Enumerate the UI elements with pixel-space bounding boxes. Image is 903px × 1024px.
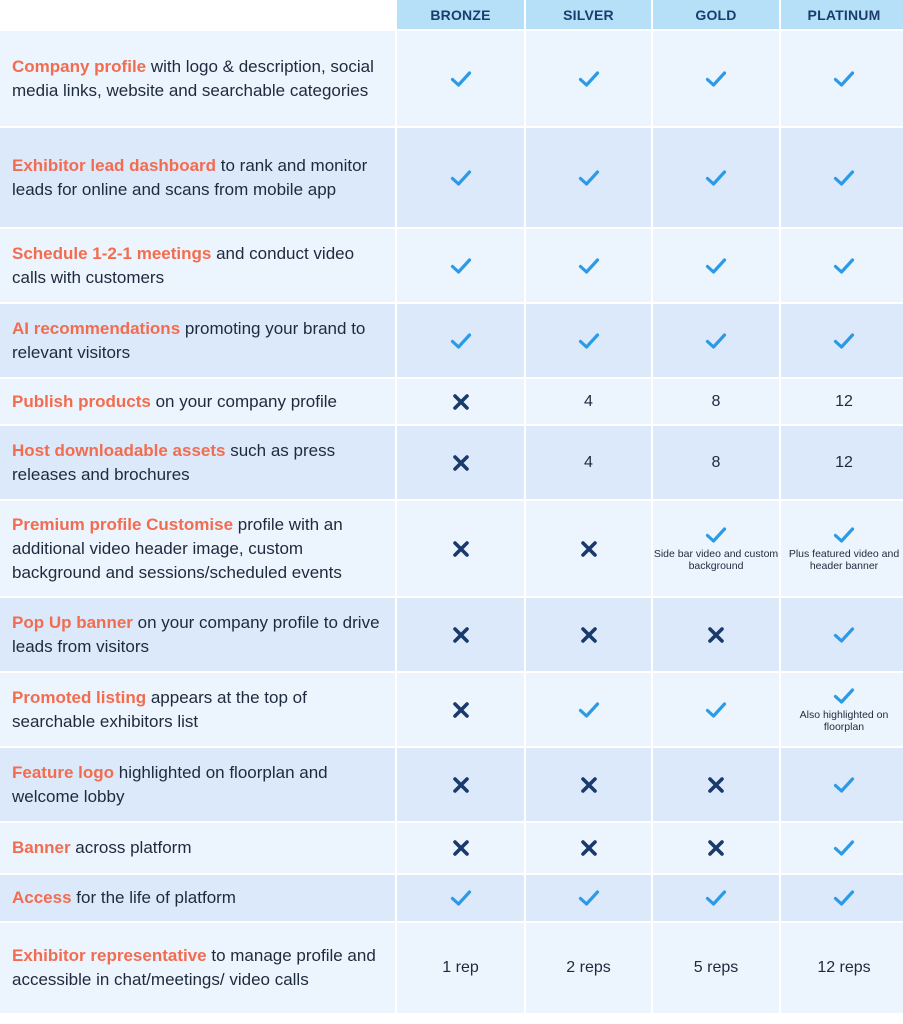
check-icon xyxy=(833,889,855,907)
check-icon xyxy=(833,70,855,88)
check-icon xyxy=(833,687,855,705)
cell-platinum xyxy=(781,501,903,596)
feature-highlight: Company profile xyxy=(12,56,147,76)
feature-text xyxy=(12,513,385,585)
cell-bronze xyxy=(397,673,524,746)
cell-platinum xyxy=(781,875,903,921)
cell-platinum xyxy=(781,379,903,424)
feature-highlight: Exhibitor lead dashboard xyxy=(12,155,217,175)
feature-text xyxy=(12,761,385,809)
cell-bronze xyxy=(397,748,524,821)
feature-detail: on your company profile xyxy=(150,391,337,411)
feature-description xyxy=(0,823,395,873)
check-icon xyxy=(705,257,727,275)
cell-gold xyxy=(653,379,779,424)
feature-detail: and conduct video calls with customers xyxy=(12,243,355,287)
cell-platinum xyxy=(781,823,903,873)
cell-gold xyxy=(653,598,779,671)
cell-silver xyxy=(526,673,651,746)
feature-description xyxy=(0,501,395,596)
cell-silver xyxy=(526,748,651,821)
cell-platinum xyxy=(781,31,903,126)
cell-silver xyxy=(526,426,651,499)
cell-value: 4 xyxy=(584,453,593,471)
cross-icon xyxy=(580,776,598,794)
check-icon xyxy=(833,332,855,350)
feature-highlight: Premium profile Customise xyxy=(12,514,234,534)
cell-gold xyxy=(653,229,779,302)
cross-icon xyxy=(452,540,470,558)
feature-detail: with logo & description, social media links, website and searchable categories xyxy=(12,56,374,100)
feature-detail: highlighted on floorplan and welcome lobby xyxy=(12,762,328,806)
check-icon xyxy=(833,257,855,275)
cell-bronze xyxy=(397,875,524,921)
cell-note: Plus featured video and header banner xyxy=(788,547,900,572)
cell-platinum xyxy=(781,748,903,821)
cross-icon xyxy=(452,839,470,857)
cell-bronze xyxy=(397,426,524,499)
feature-text xyxy=(12,886,236,910)
feature-description xyxy=(0,128,395,227)
cell-platinum xyxy=(781,304,903,377)
check-icon xyxy=(578,169,600,187)
feature-text xyxy=(12,242,385,290)
feature-detail: appears at the top of searchable exhibitors list xyxy=(12,687,307,731)
cell-value: 5 reps xyxy=(693,959,739,976)
check-icon xyxy=(705,169,727,187)
feature-detail: to manage profile and accessible in chat/meetings/ video calls xyxy=(12,946,376,989)
feature-text xyxy=(12,686,385,734)
cell-bronze xyxy=(397,128,524,227)
cell-gold xyxy=(653,128,779,227)
check-icon xyxy=(578,701,600,719)
cell-gold xyxy=(653,875,779,921)
cell-silver xyxy=(526,598,651,671)
check-icon xyxy=(450,257,472,275)
check-icon xyxy=(450,889,472,907)
cell-silver xyxy=(526,875,651,921)
feature-highlight: Feature logo xyxy=(12,762,115,782)
check-icon xyxy=(578,889,600,907)
feature-highlight: Banner xyxy=(12,838,71,857)
feature-description xyxy=(0,875,395,921)
feature-highlight: Access xyxy=(12,888,72,907)
cell-bronze xyxy=(397,379,524,424)
column-header-platinum: PLATINUM xyxy=(781,0,903,29)
cross-icon xyxy=(452,701,470,719)
feature-text xyxy=(12,390,337,414)
cell-gold xyxy=(653,923,779,1013)
cell-platinum xyxy=(781,673,903,746)
cross-icon xyxy=(452,393,470,411)
feature-text xyxy=(12,55,385,103)
feature-highlight: Host downloadable assets xyxy=(12,440,226,460)
feature-description xyxy=(0,598,395,671)
cross-icon xyxy=(707,776,725,794)
cell-platinum xyxy=(781,128,903,227)
feature-highlight: Promoted listing xyxy=(12,687,147,707)
cross-icon xyxy=(707,839,725,857)
column-header-bronze: BRONZE xyxy=(397,0,524,29)
feature-highlight: Schedule 1-2-1 meetings xyxy=(12,243,212,263)
cell-platinum xyxy=(781,426,903,499)
column-header-gold: GOLD xyxy=(653,0,779,29)
feature-highlight: Exhibitor representative xyxy=(12,946,207,965)
check-icon xyxy=(705,526,727,544)
cell-gold xyxy=(653,748,779,821)
feature-detail: across platform xyxy=(70,838,192,857)
cell-value: 12 xyxy=(835,453,853,471)
check-icon xyxy=(705,332,727,350)
cell-value: 4 xyxy=(584,392,593,410)
feature-description xyxy=(0,379,395,424)
cell-silver xyxy=(526,923,651,1013)
feature-text xyxy=(12,836,192,860)
header-blank xyxy=(0,0,395,29)
cross-icon xyxy=(580,626,598,644)
cell-note: Also highlighted on floorplan xyxy=(799,708,889,733)
cell-gold xyxy=(653,304,779,377)
cell-bronze xyxy=(397,598,524,671)
cell-value: 8 xyxy=(711,392,721,410)
cell-value: 12 xyxy=(835,392,853,410)
feature-detail: for the life of platform xyxy=(71,888,236,907)
check-icon xyxy=(833,526,855,544)
feature-highlight: AI recommendations xyxy=(12,318,181,338)
cell-bronze xyxy=(397,304,524,377)
cell-silver xyxy=(526,379,651,424)
cell-silver xyxy=(526,823,651,873)
check-icon xyxy=(833,169,855,187)
cross-icon xyxy=(452,776,470,794)
feature-text xyxy=(12,317,385,365)
check-icon xyxy=(833,776,855,794)
feature-description xyxy=(0,673,395,746)
check-icon xyxy=(450,70,472,88)
column-header-silver: SILVER xyxy=(526,0,651,29)
cell-platinum xyxy=(781,598,903,671)
feature-description xyxy=(0,31,395,126)
feature-text xyxy=(12,439,385,487)
check-icon xyxy=(578,332,600,350)
cell-value: 2 reps xyxy=(566,959,611,976)
feature-description xyxy=(0,229,395,302)
cross-icon xyxy=(580,540,598,558)
check-icon xyxy=(705,889,727,907)
feature-detail: to rank and monitor leads for online and scans from mobile app xyxy=(12,155,368,199)
cell-platinum xyxy=(781,229,903,302)
cell-gold xyxy=(653,673,779,746)
feature-detail: on your company profile to drive leads from visitors xyxy=(12,612,380,656)
cross-icon xyxy=(707,626,725,644)
cell-note: Side bar video and custom background xyxy=(653,547,779,572)
check-icon xyxy=(578,70,600,88)
cell-value: 8 xyxy=(711,453,721,471)
cell-gold xyxy=(653,823,779,873)
check-icon xyxy=(450,332,472,350)
cell-gold xyxy=(653,31,779,126)
check-icon xyxy=(450,169,472,187)
feature-text xyxy=(12,944,385,992)
cell-value: 1 rep xyxy=(442,959,479,976)
feature-description xyxy=(0,923,395,1013)
check-icon xyxy=(833,839,855,857)
cell-silver xyxy=(526,229,651,302)
cross-icon xyxy=(452,626,470,644)
feature-description xyxy=(0,304,395,377)
check-icon xyxy=(705,70,727,88)
feature-text xyxy=(12,154,385,202)
cell-gold xyxy=(653,501,779,596)
feature-detail: such as press releases and brochures xyxy=(12,440,336,484)
feature-highlight: Pop Up banner xyxy=(12,612,133,632)
feature-text xyxy=(12,611,385,659)
check-icon xyxy=(705,701,727,719)
cell-bronze xyxy=(397,229,524,302)
feature-description xyxy=(0,426,395,499)
feature-detail: profile with an additional video header image, custom background and sessions/scheduled events xyxy=(12,514,343,582)
cell-bronze xyxy=(397,923,524,1013)
cell-gold xyxy=(653,426,779,499)
cell-platinum xyxy=(781,923,903,1013)
check-icon xyxy=(833,626,855,644)
cell-silver xyxy=(526,501,651,596)
cross-icon xyxy=(580,839,598,857)
cell-silver xyxy=(526,31,651,126)
cell-bronze xyxy=(397,501,524,596)
cell-bronze xyxy=(397,31,524,126)
cell-silver xyxy=(526,128,651,227)
cross-icon xyxy=(452,454,470,472)
feature-description xyxy=(0,748,395,821)
feature-detail: promoting your brand to relevant visitors xyxy=(12,318,366,362)
cell-silver xyxy=(526,304,651,377)
cell-value: 12 reps xyxy=(817,959,871,976)
feature-highlight: Publish products xyxy=(12,391,151,411)
check-icon xyxy=(578,257,600,275)
cell-bronze xyxy=(397,823,524,873)
